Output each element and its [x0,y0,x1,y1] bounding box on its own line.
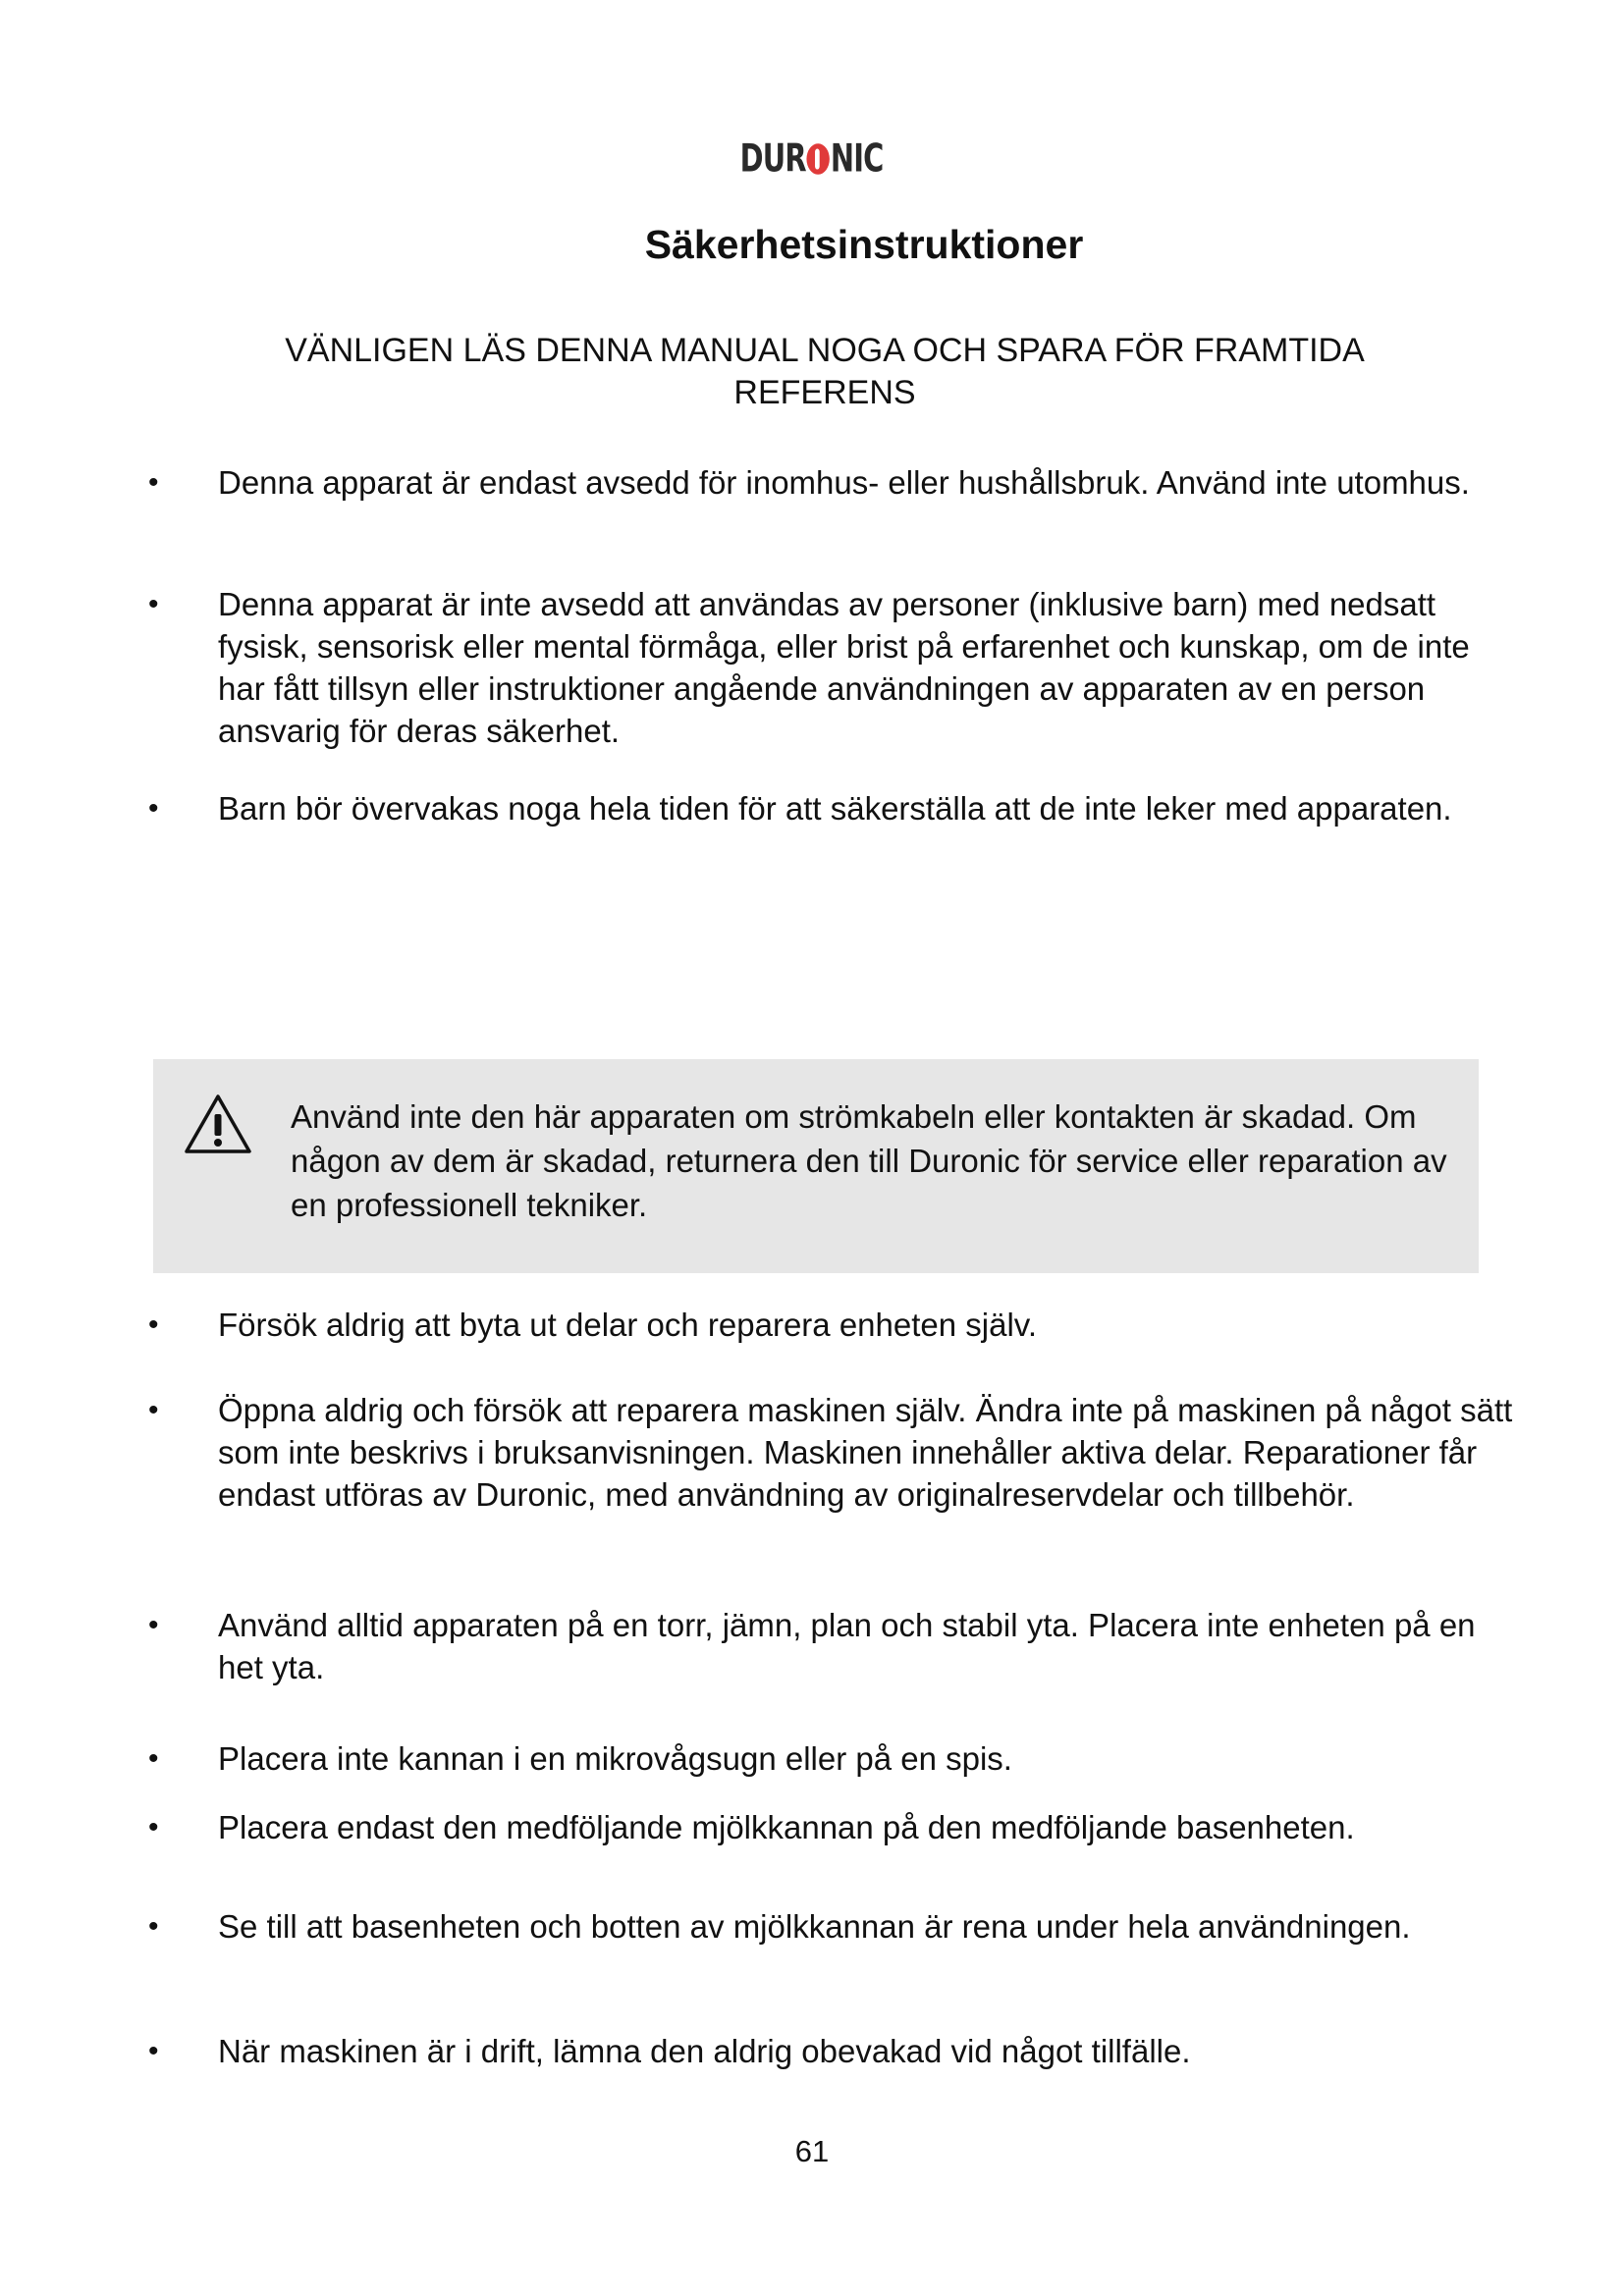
logo-text-left: DUR [740,135,807,181]
logo-wordmark [740,135,884,180]
brand-logo [0,137,1624,179]
bullet-icon: • [148,466,159,499]
bullet-icon: • [148,1811,159,1843]
bullet-icon: • [148,1910,159,1943]
warning-box [153,1059,1479,1273]
list-item-text: Använd alltid apparaten på en torr, jämn, plan och stabil yta. Placera inte enheten på en het yta. [218,1607,1476,1685]
bullet-icon: • [148,2035,159,2067]
bullet-icon: • [148,792,159,825]
list-item-text: Försök aldrig att byta ut delar och reparera enheten själv. [218,1307,1038,1343]
list-item-text: Barn bör övervakas noga hela tiden för att säkerställa att de inte leker med apparaten. [218,790,1452,827]
warning-triangle-icon [183,1093,253,1155]
power-icon [807,143,830,175]
bullet-icon: • [148,1308,159,1341]
list-item-text: Denna apparat är endast avsedd för inomhus- eller hushållsbruk. Använd inte utomhus. [218,464,1470,501]
bullet-icon: • [148,588,159,620]
bullet-icon: • [148,1609,159,1641]
bullet-icon: • [148,1742,159,1775]
warning-text: Använd inte den här apparaten om strömkabeln eller kontakten är skadad. Om någon av dem är skadad, returnera den till Duronic för service eller reparation av en professionell tekniker. [291,1098,1447,1223]
page-title: Säkerhetsinstruktioner [644,222,1084,267]
list-item-text: Öppna aldrig och försök att reparera maskinen själv. Ändra inte på maskinen på något sätt som inte beskrivs i bruksanvisningen. Maskinen innehåller aktiva delar. Reparationer får endast utföras av Duronic, med användning av originalreservdelar och tillbehör. [218,1392,1513,1513]
list-item-text: När maskinen är i drift, lämna den aldrig obevakad vid något tillfälle. [218,2033,1191,2069]
list-item-text: Se till att basenheten och botten av mjölkkannan är rena under hela användningen. [218,1908,1411,1945]
logo-text-right: NIC [831,135,884,181]
list-item-text: Placera endast den medföljande mjölkkannan på den medföljande basenheten. [218,1809,1355,1845]
list-item-text: Denna apparat är inte avsedd att användas av personer (inklusive barn) med nedsatt fysisk, sensorisk eller mental förmåga, eller brist på erfarenhet och kunskap, om de inte har fått tillsyn eller instruktioner angående användningen av apparaten av en person ansvarig för deras säkerhet. [218,586,1470,749]
page-subtitle: VÄNLIGEN LÄS DENNA MANUAL NOGA OCH SPARA FÖR FRAMTIDA REFERENS [285,332,1365,411]
page-number: 61 [794,2134,830,2168]
bullet-icon: • [148,1394,159,1426]
list-item-text: Placera inte kannan i en mikrovågsugn eller på en spis. [218,1740,1012,1777]
